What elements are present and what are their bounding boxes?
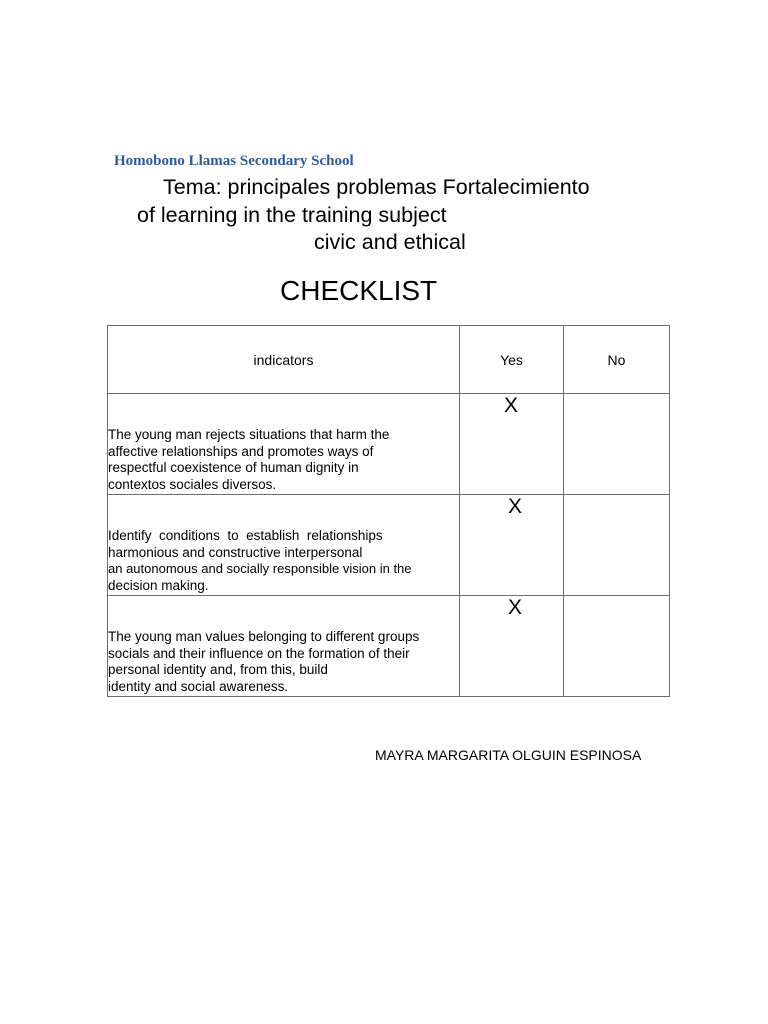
author-name: MAYRA MARGARITA OLGUIN ESPINOSA <box>375 747 642 763</box>
header-no: No <box>564 326 670 394</box>
table-header-row <box>108 326 670 394</box>
yes-cell <box>460 495 564 596</box>
indicator-line: The young man values belonging to different groups <box>108 628 420 644</box>
indicator-line: affective relationships and promotes ways of <box>108 443 374 459</box>
indicator-line: harmonious and constructive interpersonal <box>108 544 363 560</box>
indicator-cell <box>108 596 460 697</box>
school-name: Homobono Llamas Secondary School <box>114 153 354 169</box>
indicator-cell <box>108 394 460 495</box>
no-cell <box>564 394 670 495</box>
yes-cell <box>460 596 564 697</box>
table-row <box>108 596 670 697</box>
indicator-line: Identify conditions to establish relationships <box>108 527 383 543</box>
topic-line-2: of learning in the training subject <box>137 203 447 227</box>
header-yes: Yes <box>460 326 564 394</box>
topic-line-3: civic and ethical <box>314 230 466 254</box>
indicator-line: personal identity and, from this, build <box>108 662 328 678</box>
checklist-table <box>107 325 670 697</box>
indicator-line: contextos sociales diversos. <box>108 477 277 493</box>
yes-cell <box>460 394 564 495</box>
indicator-line: identity and social awareness. <box>108 679 289 695</box>
indicator-line: The young man rejects situations that harm the <box>108 426 390 442</box>
no-cell <box>564 596 670 697</box>
indicator-line: decision making. <box>108 578 209 594</box>
indicator-line: socials and their influence on the formation of their <box>108 645 410 661</box>
yes-mark: X <box>508 596 523 619</box>
indicator-line: respectful coexistence of human dignity in <box>108 460 359 476</box>
topic-line-1: Tema: principales problemas Fortalecimiento <box>163 175 590 199</box>
table-row <box>108 394 670 495</box>
table-row <box>108 495 670 596</box>
yes-mark: X <box>508 495 523 518</box>
indicator-cell <box>108 495 460 596</box>
yes-mark: X <box>504 394 519 417</box>
header-indicators: indicators <box>108 326 460 394</box>
no-cell <box>564 495 670 596</box>
checklist-heading: CHECKLIST <box>280 275 438 306</box>
indicator-line: an autonomous and socially responsible vision in the <box>108 561 412 577</box>
